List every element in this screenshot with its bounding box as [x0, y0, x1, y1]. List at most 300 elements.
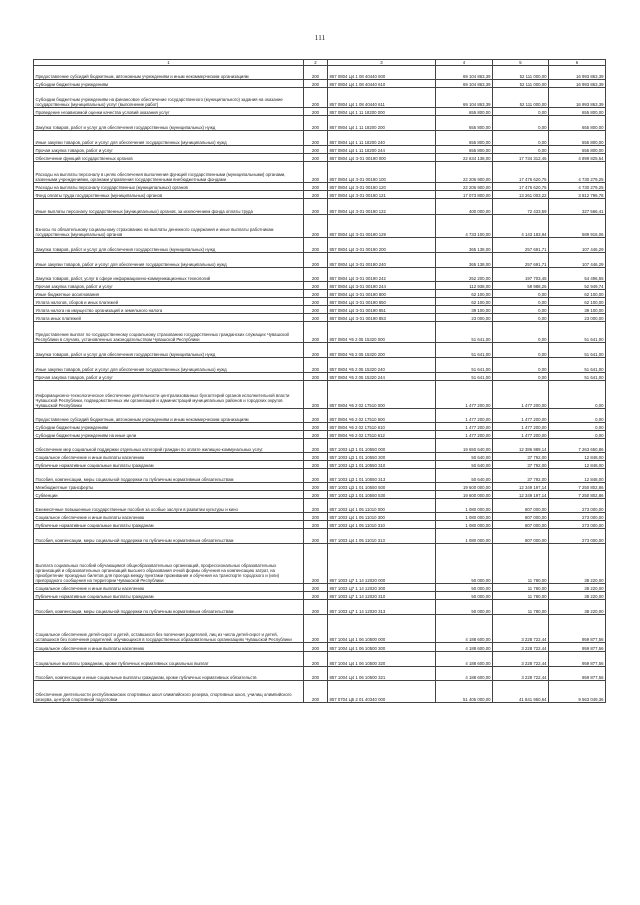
row-unexecuted-amount-cell: 23 000,00	[549, 314, 606, 322]
column-number: 4	[436, 60, 493, 66]
row-name-cell: Иные выплаты персоналу государственных (муниципальных) органов, за исключением фонда оплаты труда	[34, 199, 304, 215]
row-unexecuted-amount-cell: 0,00	[549, 409, 606, 423]
row-unexecuted-amount-cell: 51 641,00	[549, 373, 606, 381]
row-unexecuted-amount-cell: 107 446,29	[549, 253, 606, 268]
row-code-cell: 200	[304, 215, 328, 238]
row-code-cell: 200	[304, 491, 328, 499]
table-row	[34, 423, 606, 431]
row-name-cell: Расходы на выплаты персоналу государственных (муниципальных) органов	[34, 183, 304, 191]
row-unexecuted-amount-cell: 655 800,00	[549, 131, 606, 146]
table-row	[34, 183, 606, 191]
row-executed-amount-cell: 257 691,71	[493, 238, 549, 253]
row-unexecuted-amount-cell: 959 877,56	[549, 652, 606, 667]
row-code-cell: 200	[304, 282, 328, 290]
row-approved-amount-cell: 17 073 800,00	[436, 191, 493, 199]
row-unexecuted-amount-cell: 4 730 279,25	[549, 162, 606, 183]
row-unexecuted-amount-cell: 7 263 650,86	[549, 439, 606, 453]
row-approved-amount-cell: 51 641,00	[436, 358, 493, 373]
table-row	[34, 600, 606, 615]
table-row	[34, 431, 606, 439]
row-approved-amount-cell: 1 080 000,00	[436, 513, 493, 521]
row-name-cell: Субсидии бюджетным учреждениям на иные цели	[34, 431, 304, 439]
row-code-cell: 200	[304, 461, 328, 469]
row-approved-amount-cell: 39 100,00	[436, 306, 493, 314]
row-approved-amount-cell: 365 138,00	[436, 238, 493, 253]
row-approved-amount-cell: 50 640,00	[436, 461, 493, 469]
row-name-cell: Предоставление субсидий бюджетным, автономным учреждениям и иным некоммерческим организациям	[34, 66, 304, 80]
row-executed-amount-cell: 1 477 200,00	[493, 381, 549, 409]
row-classification-code-cell: 857 0804 Ц4 Э 01 00190 129	[328, 215, 436, 238]
row-unexecuted-amount-cell: 51 641,00	[549, 358, 606, 373]
row-executed-amount-cell: 41 841 950,64	[493, 681, 549, 703]
row-executed-amount-cell: 4 143 183,94	[493, 215, 549, 238]
row-name-cell: Расходы на выплаты персоналу в целях обеспечения выполнения функций государственными (муниципальными) органами, казенными учреждениями, органами управления государственными внебюджетными фондами	[34, 162, 304, 183]
row-approved-amount-cell: 69 104 863,39	[436, 66, 493, 80]
row-executed-amount-cell: 37 792,00	[493, 453, 549, 461]
row-classification-code-cell: 857 1003 Ц7 1 14 12020 000	[328, 544, 436, 584]
row-unexecuted-amount-cell: 273 000,00	[549, 521, 606, 529]
row-approved-amount-cell: 252 200,00	[436, 268, 493, 282]
row-executed-amount-cell: 1 477 200,00	[493, 431, 549, 439]
table-row	[34, 314, 606, 322]
row-name-cell: Субсидии бюджетным учреждениям	[34, 423, 304, 431]
table-row	[34, 529, 606, 544]
table-row	[34, 439, 606, 453]
row-code-cell: 200	[304, 409, 328, 423]
row-classification-code-cell: 857 0804 Ц4 1 11 18200 244	[328, 146, 436, 154]
row-name-cell: Пособия, компенсации, меры социальной поддержки по публичным нормативным обязательствам	[34, 529, 304, 544]
row-executed-amount-cell: 17 734 312,46	[493, 154, 549, 162]
row-code-cell: 200	[304, 615, 328, 643]
table-row	[34, 491, 606, 499]
row-name-cell: Обеспечение мер социальной поддержки отдельных категорий граждан по оплате жилищно-коммунальных услуг	[34, 439, 304, 453]
table-row	[34, 521, 606, 529]
row-classification-code-cell: 857 1004 Ц4 1 06 10500 000	[328, 615, 436, 643]
row-code-cell: 200	[304, 154, 328, 162]
row-executed-amount-cell: 0,00	[493, 358, 549, 373]
row-executed-amount-cell: 3 228 722,44	[493, 667, 549, 681]
row-code-cell: 200	[304, 381, 328, 409]
row-executed-amount-cell: 52 111 000,00	[493, 88, 549, 108]
row-approved-amount-cell: 50 000,00	[436, 592, 493, 600]
row-classification-code-cell: 857 0804 Ц4 1 08 40440 611	[328, 88, 436, 108]
row-unexecuted-amount-cell: 12 848,00	[549, 461, 606, 469]
row-unexecuted-amount-cell: 16 993 863,39	[549, 88, 606, 108]
row-code-cell: 200	[304, 544, 328, 584]
row-classification-code-cell: 857 0804 Ц4 1 11 18200 000	[328, 108, 436, 116]
row-executed-amount-cell: 0,00	[493, 306, 549, 314]
row-name-cell: Социальное обеспечение детей-сирот и детей, оставшихся без попечения родителей, лиц из числа детей-сирот и детей, оставшихся без попечения родителей, обучающихся в государственных образовательных организациях Чувашской Республики	[34, 615, 304, 643]
row-code-cell: 200	[304, 513, 328, 521]
row-name-cell: Межбюджетные трансферты	[34, 483, 304, 491]
row-approved-amount-cell: 1 080 000,00	[436, 521, 493, 529]
row-executed-amount-cell: 12 349 197,14	[493, 483, 549, 491]
table-row	[34, 154, 606, 162]
table-row	[34, 358, 606, 373]
row-executed-amount-cell: 807 000,00	[493, 513, 549, 521]
row-classification-code-cell: 857 0804 Ц4 1 08 40440 610	[328, 80, 436, 88]
row-name-cell: Иные бюджетные ассигнования	[34, 290, 304, 298]
row-unexecuted-amount-cell: 589 916,06	[549, 215, 606, 238]
row-name-cell: Пособия, компенсации, меры социальной поддержки по публичным нормативным обязательствам	[34, 600, 304, 615]
row-unexecuted-amount-cell: 62 100,00	[549, 290, 606, 298]
row-executed-amount-cell: 52 111 000,00	[493, 66, 549, 80]
row-approved-amount-cell: 23 000,00	[436, 314, 493, 322]
row-classification-code-cell: 857 0804 Ц4 1 11 18200 200	[328, 116, 436, 131]
table-row	[34, 343, 606, 358]
row-approved-amount-cell: 365 138,00	[436, 253, 493, 268]
table-body	[34, 60, 606, 703]
row-code-cell: 200	[304, 108, 328, 116]
row-approved-amount-cell: 51 641,00	[436, 322, 493, 343]
row-approved-amount-cell: 4 188 600,00	[436, 643, 493, 652]
row-approved-amount-cell: 51 641,00	[436, 343, 493, 358]
table-row	[34, 66, 606, 80]
row-executed-amount-cell: 807 000,00	[493, 499, 549, 513]
row-unexecuted-amount-cell: 7 250 802,86	[549, 491, 606, 499]
row-unexecuted-amount-cell: 38 220,00	[549, 600, 606, 615]
row-name-cell: Предоставление субсидий бюджетным, автономным учреждениям и иным некоммерческим организациям	[34, 409, 304, 423]
row-classification-code-cell: 857 0804 Ц4 Э 01 00190 122	[328, 199, 436, 215]
row-code-cell: 200	[304, 521, 328, 529]
row-code-cell: 200	[304, 290, 328, 298]
row-approved-amount-cell: 4 733 100,00	[436, 215, 493, 238]
row-unexecuted-amount-cell: 16 993 863,39	[549, 66, 606, 80]
row-code-cell: 200	[304, 423, 328, 431]
row-approved-amount-cell: 51 641,00	[436, 373, 493, 381]
row-code-cell: 200	[304, 314, 328, 322]
row-name-cell: Прочая закупка товаров, работ и услуг	[34, 282, 304, 290]
row-name-cell: Фонд оплаты труда государственных (муниципальных) органов	[34, 191, 304, 199]
row-code-cell: 200	[304, 183, 328, 191]
row-code-cell: 200	[304, 373, 328, 381]
row-approved-amount-cell: 69 104 863,39	[436, 88, 493, 108]
row-classification-code-cell: 857 1003 Ц3 1 01 10550 313	[328, 469, 436, 483]
row-classification-code-cell: 857 1003 Ц7 1 14 12020 313	[328, 600, 436, 615]
table-row	[34, 80, 606, 88]
row-name-cell: Информационно-технологическое обеспечение деятельности централизованных бухгалтерий органов исполнительной власти Чувашской Республики, подведомственных им организаций и администраций муниципальных районов и городских округов Чувашской Республики	[34, 381, 304, 409]
row-classification-code-cell: 857 1003 Ц3 1 01 10550 310	[328, 461, 436, 469]
table-row	[34, 667, 606, 681]
row-code-cell: 200	[304, 238, 328, 253]
table-row	[34, 108, 606, 116]
row-unexecuted-amount-cell: 0,00	[549, 423, 606, 431]
row-classification-code-cell: 857 0704 Ц5 2 01 40340 000	[328, 681, 436, 703]
row-classification-code-cell: 857 0804 Ц4 Э 01 00190 242	[328, 268, 436, 282]
table-row	[34, 584, 606, 592]
table-row	[34, 322, 606, 343]
column-number: 3	[328, 60, 436, 66]
table-row	[34, 116, 606, 131]
row-name-cell: Предоставление выплат по государственному социальному страхованию государственных гражданских служащих Чувашской Республики в случаях, установленных законодательством Чувашской Республики	[34, 322, 304, 343]
row-executed-amount-cell: 257 691,71	[493, 253, 549, 268]
row-unexecuted-amount-cell: 51 641,00	[549, 343, 606, 358]
row-code-cell: 200	[304, 191, 328, 199]
row-classification-code-cell: 857 1003 Ц4 1 05 11010 310	[328, 521, 436, 529]
row-unexecuted-amount-cell: 52 949,74	[549, 282, 606, 290]
column-number: 6	[549, 60, 606, 66]
row-unexecuted-amount-cell: 655 800,00	[549, 108, 606, 116]
row-classification-code-cell: 857 1003 Ц4 1 05 11010 313	[328, 529, 436, 544]
row-approved-amount-cell: 22 634 138,00	[436, 154, 493, 162]
row-executed-amount-cell: 11 780,00	[493, 592, 549, 600]
column-number: 2	[304, 60, 328, 66]
row-name-cell: Иные закупки товаров, работ и услуг для обеспечения государственных (муниципальных) нужд	[34, 358, 304, 373]
row-executed-amount-cell: 37 792,00	[493, 469, 549, 483]
row-code-cell: 200	[304, 431, 328, 439]
row-approved-amount-cell: 1 477 200,00	[436, 409, 493, 423]
row-classification-code-cell: 857 0804 Ц4 Э 01 00190 240	[328, 253, 436, 268]
row-executed-amount-cell: 197 703,45	[493, 268, 549, 282]
row-name-cell: Прочая закупка товаров, работ и услуг	[34, 146, 304, 154]
row-classification-code-cell: 857 1003 Ц3 1 01 10550 300	[328, 453, 436, 461]
row-name-cell: Социальные выплаты гражданам, кроме публичных нормативных социальных выплат	[34, 652, 304, 667]
row-classification-code-cell: 857 1004 Ц4 1 06 10500 320	[328, 652, 436, 667]
row-approved-amount-cell: 400 000,00	[436, 199, 493, 215]
row-executed-amount-cell: 11 780,00	[493, 544, 549, 584]
row-code-cell: 200	[304, 343, 328, 358]
table-row	[34, 298, 606, 306]
column-number: 1	[34, 60, 304, 66]
row-code-cell: 200	[304, 358, 328, 373]
row-code-cell: 200	[304, 306, 328, 314]
row-executed-amount-cell: 37 792,00	[493, 461, 549, 469]
row-approved-amount-cell: 50 000,00	[436, 544, 493, 584]
row-name-cell: Субсидии бюджетным учреждениям	[34, 80, 304, 88]
row-unexecuted-amount-cell: 12 848,00	[549, 469, 606, 483]
row-executed-amount-cell: 0,00	[493, 290, 549, 298]
row-code-cell: 200	[304, 146, 328, 154]
table-row	[34, 453, 606, 461]
row-executed-amount-cell: 3 228 722,44	[493, 652, 549, 667]
row-name-cell: Обеспечение функций государственных органов	[34, 154, 304, 162]
row-name-cell: Закупка товаров, работ и услуг для обеспечения государственных (муниципальных) нужд	[34, 238, 304, 253]
row-code-cell: 200	[304, 131, 328, 146]
row-name-cell: Уплата налога на имущество организаций и земельного налога	[34, 306, 304, 314]
row-unexecuted-amount-cell: 39 100,00	[549, 306, 606, 314]
row-approved-amount-cell: 655 800,00	[436, 131, 493, 146]
row-approved-amount-cell: 50 640,00	[436, 469, 493, 483]
table-row	[34, 469, 606, 483]
table-row	[34, 652, 606, 667]
table-row	[34, 615, 606, 643]
row-classification-code-cell: 857 0804 Ц4 Э 01 00190 851	[328, 306, 436, 314]
table-row	[34, 215, 606, 238]
row-code-cell: 200	[304, 268, 328, 282]
row-executed-amount-cell: 3 228 722,44	[493, 643, 549, 652]
row-classification-code-cell: 857 1003 Ц3 1 01 10550 000	[328, 439, 436, 453]
table-row	[34, 146, 606, 154]
row-executed-amount-cell: 17 476 620,75	[493, 183, 549, 191]
row-classification-code-cell: 857 0804 Ц4 Э 01 00190 000	[328, 154, 436, 162]
row-unexecuted-amount-cell: 7 250 802,86	[549, 483, 606, 491]
row-approved-amount-cell: 4 188 600,00	[436, 652, 493, 667]
row-approved-amount-cell: 19 600 000,00	[436, 483, 493, 491]
row-unexecuted-amount-cell: 4 730 279,25	[549, 183, 606, 191]
row-classification-code-cell: 857 0804 Ц4 1 11 18200 240	[328, 131, 436, 146]
row-classification-code-cell: 857 1003 Ц7 1 14 12020 300	[328, 584, 436, 592]
table-row	[34, 373, 606, 381]
row-unexecuted-amount-cell: 273 000,00	[549, 499, 606, 513]
row-approved-amount-cell: 19 600 000,00	[436, 491, 493, 499]
row-approved-amount-cell: 19 650 640,00	[436, 439, 493, 453]
page-number: 111	[314, 33, 326, 42]
table-row	[34, 191, 606, 199]
row-approved-amount-cell: 50 000,00	[436, 584, 493, 592]
row-code-cell: 200	[304, 439, 328, 453]
row-approved-amount-cell: 4 188 600,00	[436, 615, 493, 643]
row-unexecuted-amount-cell: 0,00	[549, 381, 606, 409]
row-classification-code-cell: 857 0804 Ч6 2 02 17510 000	[328, 381, 436, 409]
row-name-cell: Субвенции	[34, 491, 304, 499]
row-unexecuted-amount-cell: 54 496,55	[549, 268, 606, 282]
row-executed-amount-cell: 1 477 200,00	[493, 423, 549, 431]
table-row	[34, 499, 606, 513]
row-classification-code-cell: 857 1004 Ц4 1 06 10500 321	[328, 667, 436, 681]
row-classification-code-cell: 857 0804 Ч5 2 05 15320 200	[328, 343, 436, 358]
row-name-cell: Иные закупки товаров, работ и услуг для обеспечения государственных (муниципальных) нужд	[34, 253, 304, 268]
row-executed-amount-cell: 0,00	[493, 116, 549, 131]
row-name-cell: Социальное обеспечение и иные выплаты населению	[34, 513, 304, 521]
row-classification-code-cell: 857 1003 Ц3 1 01 10550 500	[328, 483, 436, 491]
row-executed-amount-cell: 3 228 722,44	[493, 615, 549, 643]
row-name-cell: Публичные нормативные социальные выплаты гражданам	[34, 461, 304, 469]
row-code-cell: 200	[304, 80, 328, 88]
row-name-cell: Проведение независимой оценки качества условий оказания услуг	[34, 108, 304, 116]
table-row	[34, 253, 606, 268]
row-unexecuted-amount-cell: 12 848,00	[549, 453, 606, 461]
row-executed-amount-cell: 11 780,00	[493, 584, 549, 592]
row-name-cell: Закупка товаров, работ и услуг для обеспечения государственных (муниципальных) нужд	[34, 343, 304, 358]
row-classification-code-cell: 857 0804 Ч6 2 02 17510 610	[328, 423, 436, 431]
row-unexecuted-amount-cell: 0,00	[549, 431, 606, 439]
row-name-cell: Закупка товаров, работ, услуг в сфере информационно-коммуникационных технологий	[34, 268, 304, 282]
column-number: 5	[493, 60, 549, 66]
row-unexecuted-amount-cell: 655 800,00	[549, 146, 606, 154]
row-executed-amount-cell: 0,00	[493, 343, 549, 358]
row-unexecuted-amount-cell: 4 899 825,54	[549, 154, 606, 162]
table-row	[34, 544, 606, 584]
table-row	[34, 381, 606, 409]
row-executed-amount-cell: 59 988,26	[493, 282, 549, 290]
row-code-cell: 200	[304, 592, 328, 600]
row-name-cell: Социальное обеспечение и иные выплаты населению	[34, 643, 304, 652]
row-classification-code-cell: 857 0804 Ч5 2 05 15320 244	[328, 373, 436, 381]
row-classification-code-cell: 857 0804 Ч5 2 05 15320 000	[328, 322, 436, 343]
row-approved-amount-cell: 1 080 000,00	[436, 529, 493, 544]
row-approved-amount-cell: 51 405 000,00	[436, 681, 493, 703]
row-executed-amount-cell: 0,00	[493, 322, 549, 343]
row-classification-code-cell: 857 0804 Ц4 Э 01 00190 853	[328, 314, 436, 322]
row-executed-amount-cell: 52 111 000,00	[493, 80, 549, 88]
row-code-cell: 200	[304, 88, 328, 108]
table-row	[34, 513, 606, 521]
row-classification-code-cell: 857 0804 Ч5 2 05 15320 240	[328, 358, 436, 373]
row-approved-amount-cell: 1 477 200,00	[436, 423, 493, 431]
row-executed-amount-cell: 0,00	[493, 298, 549, 306]
row-classification-code-cell: 857 0804 Ц4 1 08 40440 600	[328, 66, 436, 80]
row-approved-amount-cell: 22 206 900,00	[436, 183, 493, 191]
row-name-cell: Уплата иных платежей	[34, 314, 304, 322]
row-executed-amount-cell: 11 780,00	[493, 600, 549, 615]
row-name-cell: Пособия, компенсации, меры социальной поддержки по публичным нормативным обязательствам	[34, 469, 304, 483]
row-classification-code-cell: 857 0804 Ц4 Э 01 00190 121	[328, 191, 436, 199]
row-code-cell: 200	[304, 253, 328, 268]
row-classification-code-cell: 857 1004 Ц4 1 06 10500 300	[328, 643, 436, 652]
row-approved-amount-cell: 112 938,00	[436, 282, 493, 290]
row-code-cell: 200	[304, 199, 328, 215]
row-unexecuted-amount-cell: 273 000,00	[549, 529, 606, 544]
row-classification-code-cell: 857 0804 Ц4 Э 01 00190 800	[328, 290, 436, 298]
row-code-cell: 200	[304, 453, 328, 461]
row-approved-amount-cell: 655 800,00	[436, 146, 493, 154]
row-executed-amount-cell: 807 000,00	[493, 529, 549, 544]
row-name-cell: Обеспечение деятельности республиканских спортивных школ олимпийского резерва, спортивных школ, училищ олимпийского резерва, центров спортивной подготовки	[34, 681, 304, 703]
row-name-cell: Публичные нормативные социальные выплаты гражданам	[34, 521, 304, 529]
table-row	[34, 88, 606, 108]
budget-execution-table	[33, 59, 606, 703]
row-code-cell: 200	[304, 66, 328, 80]
row-executed-amount-cell: 17 476 620,75	[493, 162, 549, 183]
row-approved-amount-cell: 1 080 000,00	[436, 499, 493, 513]
table-row	[34, 461, 606, 469]
row-classification-code-cell: 857 0804 Ц4 Э 01 00190 100	[328, 162, 436, 183]
row-unexecuted-amount-cell: 959 877,56	[549, 643, 606, 652]
row-classification-code-cell: 857 0804 Ц4 Э 01 00190 850	[328, 298, 436, 306]
table-row	[34, 681, 606, 703]
row-classification-code-cell: 857 0804 Ц4 Э 01 00190 244	[328, 282, 436, 290]
table-row	[34, 282, 606, 290]
row-approved-amount-cell: 655 800,00	[436, 108, 493, 116]
row-unexecuted-amount-cell: 959 877,56	[549, 667, 606, 681]
row-name-cell: Публичные нормативные социальные выплаты гражданам	[34, 592, 304, 600]
row-approved-amount-cell: 22 206 900,00	[436, 162, 493, 183]
row-code-cell: 200	[304, 529, 328, 544]
row-code-cell: 200	[304, 643, 328, 652]
row-name-cell: Пособия, компенсации и иные социальные выплаты гражданам, кроме публичных нормативных обязательств	[34, 667, 304, 681]
row-code-cell: 200	[304, 652, 328, 667]
row-approved-amount-cell: 50 640,00	[436, 453, 493, 461]
row-unexecuted-amount-cell: 38 220,00	[549, 592, 606, 600]
row-name-cell: Выплата социальных пособий обучающимся общеобразовательных организаций, профессиональных образовательных организаций и образовательных организаций высшего образования очной формы обучения на компенсацию затрат, на приобретение проездных билетов для проезда между пунктами проживания и обучения на транспорте городского и (или) пригородного сообщения на территории Чувашской Республики	[34, 544, 304, 584]
table-row	[34, 238, 606, 253]
row-code-cell: 200	[304, 162, 328, 183]
row-approved-amount-cell: 4 188 600,00	[436, 667, 493, 681]
table-row	[34, 483, 606, 491]
row-approved-amount-cell: 62 100,00	[436, 290, 493, 298]
row-unexecuted-amount-cell: 38 220,00	[549, 584, 606, 592]
row-unexecuted-amount-cell: 16 993 863,39	[549, 80, 606, 88]
table-row	[34, 290, 606, 298]
table-row	[34, 306, 606, 314]
table-row	[34, 409, 606, 423]
row-name-cell: Закупка товаров, работ и услуг для обеспечения государственных (муниципальных) нужд	[34, 116, 304, 131]
row-unexecuted-amount-cell: 38 220,00	[549, 544, 606, 584]
row-name-cell: Уплата налогов, сборов и иных платежей	[34, 298, 304, 306]
row-unexecuted-amount-cell: 655 800,00	[549, 116, 606, 131]
table-row	[34, 268, 606, 282]
row-classification-code-cell: 857 0804 Ч6 2 02 17510 612	[328, 431, 436, 439]
row-executed-amount-cell: 807 000,00	[493, 521, 549, 529]
row-code-cell: 200	[304, 681, 328, 703]
row-code-cell: 200	[304, 499, 328, 513]
row-code-cell: 200	[304, 116, 328, 131]
row-classification-code-cell: 857 0804 Ч6 2 02 17510 600	[328, 409, 436, 423]
row-approved-amount-cell: 62 100,00	[436, 298, 493, 306]
row-executed-amount-cell: 1 477 200,00	[493, 409, 549, 423]
row-classification-code-cell: 857 1003 Ц4 1 05 11010 300	[328, 513, 436, 521]
row-code-cell: 200	[304, 298, 328, 306]
